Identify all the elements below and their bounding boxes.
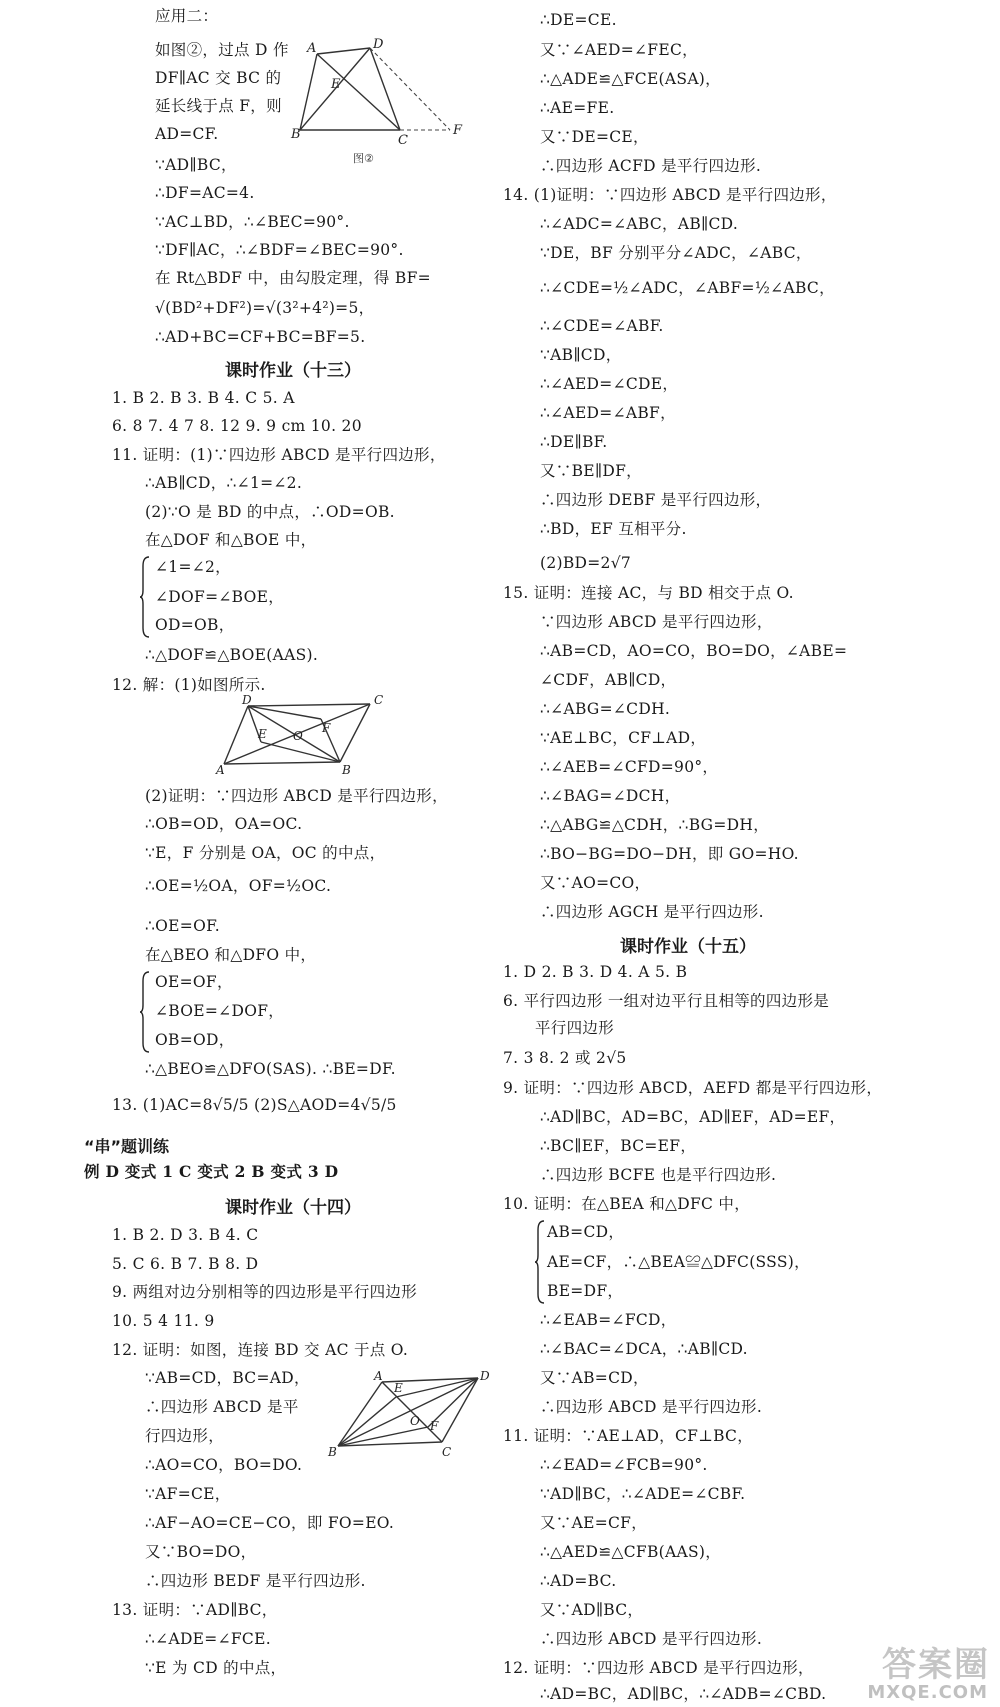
text-line: ∴△DOF≌△BOE(AAS).	[145, 646, 319, 664]
text-line: ∴四边形 ABCD 是平	[145, 1398, 299, 1416]
text-line: 在△DOF 和△BOE 中，	[145, 531, 317, 549]
text-line: ∴DF=AC=4.	[155, 184, 255, 202]
watermark-logo	[819, 1635, 994, 1705]
text-line: ∠DOF=∠BOE，	[155, 588, 285, 606]
text-line: (2)BD=2√7	[540, 554, 632, 572]
text-line: 在△BEO 和△DFO 中，	[145, 946, 317, 964]
text-line: √(BD²+DF²)=√(3²+4²)=5，	[155, 299, 375, 317]
text-line: ∴∠CDE=½∠ADC，∠ABF=½∠ABC，	[540, 279, 835, 297]
text-line: ∴BD，EF 互相平分.	[540, 520, 687, 538]
text-line: 12. 证明：∵四边形 ABCD 是平行四边形，	[503, 1659, 814, 1677]
text-line: ∴∠EAD=∠FCB=90°.	[540, 1456, 708, 1474]
text-line: 平行四边形	[535, 1019, 615, 1037]
figure-caption: 图②	[353, 152, 374, 165]
text-line: 又∵AD∥BC，	[540, 1601, 644, 1619]
text-line: 11. 证明：(1)∵四边形 ABCD 是平行四边形，	[112, 446, 446, 464]
text-line: 5. C 6. B 7. B 8. D	[112, 1255, 259, 1273]
text-line: ∴AD=BC.	[540, 1572, 617, 1590]
vertex-label: D	[242, 693, 252, 707]
text-line: ∵AB∥CD，	[540, 346, 622, 364]
text-line: ∵AE⊥BC，CF⊥AD，	[540, 729, 707, 747]
watermark-url: MXQE.COM	[867, 1682, 988, 1703]
text-line: 13. 证明：∵AD∥BC，	[112, 1601, 278, 1619]
text-line: ∴∠EAB=∠FCD，	[540, 1311, 677, 1329]
text-line: AB=CD，	[547, 1223, 625, 1241]
text-line: ∴AD∥BC，AD=BC，AD∥EF，AD=EF，	[540, 1108, 846, 1126]
text-line: 又∵BE∥DF，	[540, 462, 642, 480]
text-line: ∴AD=BC，AD∥BC，∴∠ADB=∠CBD.	[540, 1685, 827, 1703]
text-line: 9. 两组对边分别相等的四边形是平行四边形	[112, 1283, 418, 1301]
text-line: ∴∠ADC=∠ABC，AB∥CD.	[540, 215, 739, 233]
parallelogram-diagram-12	[216, 693, 388, 777]
text-line: 14. (1)证明：∵四边形 ABCD 是平行四边形，	[503, 186, 837, 204]
text-line: ∵AD∥BC，∴∠ADE=∠CBF.	[540, 1485, 746, 1503]
text-line: ∠CDF，AB∥CD，	[540, 671, 677, 689]
vertex-label: B	[342, 763, 351, 777]
text-line: AD=CF.	[155, 125, 219, 143]
text-line: 1. B 2. B 3. B 4. C 5. A	[112, 389, 295, 407]
text-line: 9. 证明：∵四边形 ABCD，AEFD 都是平行四边形，	[503, 1079, 883, 1097]
text-line: ∴OB=OD，OA=OC.	[145, 815, 303, 833]
text-line: DF∥AC 交 BC 的	[155, 69, 282, 87]
text-line: ∵DF∥AC，∴∠BDF=∠BEC=90°.	[155, 241, 404, 259]
text-line: AE=CF，∴△BEA≌△DFC(SSS)，	[547, 1253, 810, 1271]
text-line: ∴DE∥BF.	[540, 433, 608, 451]
text-line: 延长线于点 F，则	[155, 97, 282, 115]
text-line: 15. 证明：连接 AC，与 BD 相交于点 O.	[503, 584, 794, 602]
text-line: 又∵AE=CF，	[540, 1514, 648, 1532]
text-line: ∴AF−AO=CE−CO，即 FO=EO.	[145, 1514, 395, 1532]
text-line: 1. D 2. B 3. D 4. A 5. B	[503, 963, 688, 981]
text-line: 11. 证明：∵AE⊥AD，CF⊥BC，	[503, 1427, 754, 1445]
text-line: ∴四边形 ACFD 是平行四边形.	[540, 157, 762, 175]
text-line: ∵AF=CE，	[145, 1485, 231, 1503]
text-line: 12. 解：(1)如图所示.	[112, 676, 266, 694]
vertex-label: B	[291, 127, 301, 142]
text-line: ∠1=∠2，	[155, 558, 231, 576]
text-line: (2)证明：∵四边形 ABCD 是平行四边形，	[145, 787, 448, 805]
text-line: ∴∠AEB=∠CFD=90°，	[540, 758, 719, 776]
text-line: ∴四边形 DEBF 是平行四边形，	[540, 491, 772, 509]
vertex-label: C	[398, 133, 408, 148]
vertex-label: E	[394, 1381, 403, 1395]
text-line: 6. 平行四边形 一组对边平行且相等的四边形是	[503, 992, 830, 1010]
text-line: ∴DE=CE.	[540, 11, 617, 29]
watermark-title: 答案圈	[882, 1645, 990, 1685]
vertex-label: O	[410, 1414, 420, 1428]
vertex-label: B	[328, 1445, 337, 1459]
text-line: 又∵AO=CO，	[540, 874, 651, 892]
text-line: 10. 5 4 11. 9	[112, 1312, 215, 1330]
text-line: 6. 8 7. 4 7 8. 12 9. 9 cm 10. 20	[112, 417, 362, 435]
text-line: 1. B 2. D 3. B 4. C	[112, 1226, 259, 1244]
text-line: ∵AD∥BC，	[155, 156, 237, 174]
text-line: ∴四边形 AGCH 是平行四边形.	[540, 903, 764, 921]
text-line: ∴∠CDE=∠ABF.	[540, 317, 664, 335]
text-line: ∵AC⊥BD，∴∠BEC=90°.	[155, 213, 350, 231]
text-line: ∴△ABG≌△CDH，∴BG=DH，	[540, 816, 769, 834]
text-line: ∴△ADE≌△FCE(ASA)，	[540, 70, 721, 88]
section-heading: 课时作业（十五）	[620, 937, 756, 957]
text-line: ∴四边形 BEDF 是平行四边形.	[145, 1572, 366, 1590]
text-line: ∵DE，BF 分别平分∠ADC，∠ABC，	[540, 244, 812, 262]
text-line: ∴四边形 ABCD 是平行四边形.	[540, 1630, 763, 1648]
text-line: OB=OD，	[155, 1031, 235, 1049]
text-line: (2)∵O 是 BD 的中点，∴OD=OB.	[145, 503, 395, 521]
vertex-label: D	[373, 37, 384, 52]
text-line: OE=OF，	[155, 973, 233, 991]
text-line: ∵E，F 分别是 OA，OC 的中点，	[145, 844, 386, 862]
text-line: ∴AB=CD，AO=CO，BO=DO，∠ABE=	[540, 642, 848, 660]
text-line: ∴AB∥CD，∴∠1=∠2.	[145, 474, 303, 492]
text-line: ∴BC∥EF，BC=EF，	[540, 1137, 697, 1155]
text-line: ∴AO=CO，BO=DO.	[145, 1456, 303, 1474]
system-brace	[140, 971, 150, 1057]
text-line: 例 D 变式 1 C 变式 2 B 变式 3 D	[84, 1162, 339, 1181]
vertex-label: A	[216, 763, 225, 777]
text-line: ∴△AED≌△CFB(AAS)，	[540, 1543, 722, 1561]
text-line: BE=DF，	[547, 1282, 624, 1300]
text-line: ∴∠AED=∠CDE，	[540, 375, 679, 393]
text-line: ∴△BEO≌△DFO(SAS). ∴BE=DF.	[145, 1060, 396, 1078]
vertex-label: O	[293, 729, 303, 743]
text-line: ∴BO−BG=DO−DH，即 GO=HO.	[540, 845, 799, 863]
text-line: 12. 证明：如图，连接 BD 交 AC 于点 O.	[112, 1341, 409, 1359]
text-line: ∴∠ADE=∠FCE.	[145, 1630, 271, 1648]
text-line: ∵E 为 CD 的中点，	[145, 1659, 287, 1677]
text-line: ∴AE=FE.	[540, 99, 615, 117]
text-line: 13. (1)AC=8√5/5 (2)S△AOD=4√5/5	[112, 1096, 397, 1114]
section-heading: 课时作业（十三）	[225, 361, 361, 381]
vertex-label: F	[322, 721, 331, 735]
vertex-label: E	[331, 77, 341, 92]
system-brace	[535, 1220, 545, 1308]
section-heading: “串”题训练	[84, 1137, 170, 1156]
system-brace	[140, 556, 150, 642]
vertex-label: C	[374, 693, 384, 707]
parallelogram-diagram-14-12	[330, 1370, 495, 1460]
text-line: 行四边形，	[145, 1427, 225, 1445]
text-line: ∴∠ABG=∠CDH.	[540, 700, 671, 718]
text-line: 在 Rt△BDF 中，由勾股定理，得 BF=	[155, 269, 431, 287]
vertex-label: F	[453, 123, 463, 138]
vertex-label: F	[430, 1419, 439, 1433]
text-line: ∵四边形 ABCD 是平行四边形，	[540, 613, 773, 631]
vertex-label: A	[307, 41, 317, 56]
text-line: OD=OB，	[155, 616, 235, 634]
text-line: 如图②，过点 D 作	[155, 41, 289, 59]
text-line: ∴AD+BC=CF+BC=BF=5.	[155, 328, 366, 346]
text-line: 又∵BO=DO，	[145, 1543, 257, 1561]
text-line: ∠BOE=∠DOF，	[155, 1002, 285, 1020]
text-line: ∵AB=CD，BC=AD，	[145, 1369, 310, 1387]
text-line: 又∵DE=CE，	[540, 128, 649, 146]
figure-2-diagram	[291, 37, 490, 168]
text-line: 7. 3 8. 2 或 2√5	[503, 1049, 627, 1067]
text-line: 应用二：	[155, 7, 219, 25]
text-line: ∴OE=½OA，OF=½OC.	[145, 877, 332, 895]
text-line: ∴∠BAG=∠DCH，	[540, 787, 681, 805]
text-line: 又∵AB=CD，	[540, 1369, 649, 1387]
text-line: ∴OE=OF.	[145, 917, 220, 935]
vertex-label: C	[442, 1445, 452, 1459]
section-heading: 课时作业（十四）	[225, 1198, 361, 1218]
text-line: ∴∠BAC=∠DCA，∴AB∥CD.	[540, 1340, 748, 1358]
text-line: ∴四边形 ABCD 是平行四边形.	[540, 1398, 763, 1416]
text-line: ∴四边形 BCFE 也是平行四边形.	[540, 1166, 777, 1184]
text-line: ∴∠AED=∠ABF，	[540, 404, 676, 422]
vertex-label: D	[480, 1369, 490, 1383]
text-line: 10. 证明：在△BEA 和△DFC 中，	[503, 1195, 751, 1213]
text-line: 又∵∠AED=∠FEC，	[540, 41, 698, 59]
vertex-label: A	[374, 1369, 383, 1383]
vertex-label: E	[258, 727, 267, 741]
